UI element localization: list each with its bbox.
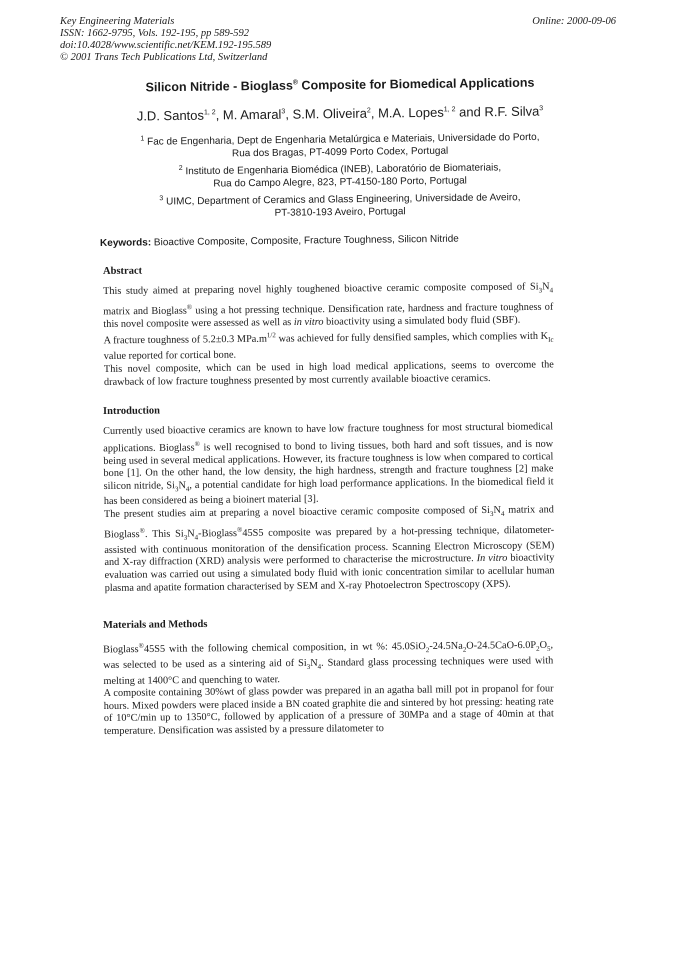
copyright-line: © 2001 Trans Tech Publications Ltd, Switzerland — [60, 52, 268, 63]
doi-line: doi:10.4028/www.scientific.net/KEM.192-195.589 — [60, 40, 272, 51]
keywords-line — [100, 234, 459, 249]
affiliation-2: $^2$ Instituto de Engenharia Biomédica (INEB), Laboratório de Biomateriais, Rua do Campo Alegre, 823, PT-4150-180 Porto, Portugal — [178, 162, 502, 190]
journal-header — [60, 16, 271, 64]
introduction-body — [103, 421, 555, 595]
author-list: J.D. Santos$^{1, 2}$, M. Amaral$^3$, S.M. Oliveira$^2$, M.A. Lopes$^{1, 2}$ and R.F. Silva$^3$ — [136, 103, 544, 124]
abstract-heading: Abstract — [102, 265, 143, 277]
introduction-paragraph: The present studies aim at preparing a novel bioactive ceramic composite composed of $Si_3N_4$ matrix and Bioglass®. This $Si_3N_4-Bioglass®45S5$ composite was prepared by a hot-pressing technique, dilatometer-assisted with continuous monitoration of the densification process. Scanning Electron Microscopy (SEM) and X-ray diffraction (XRD) analysis were performed to characterise the microstructure. In vitro bioactivity evaluation was carried out using a simulated body fluid with ionic concentration similar to acellular human plasma and apatite formation characterised by SEM and X-ray Photoelectron Spectroscopy (XPS). — [103, 504, 555, 594]
keywords-text: Bioactive Composite, Composite, Fracture Toughness, Silicon Nitride — [153, 233, 459, 249]
keywords-label: Keywords: — [99, 237, 152, 249]
methods-paragraph: Bioglass®45S5 with the following chemical composition, in wt %: $45.0SiO_2-24.5Na_2O-24.5CaO-6.0P_2O_5$, was selected to be used as a sintering aid of $Si_3N_4$. Standard glass processing techniques were used with melting at 1400°C and quenching to water. — [103, 639, 554, 687]
journal-name: Key Engineering Materials — [60, 16, 175, 27]
abstract-paragraph: This novel composite, which can be used in high load medical applications, seems to overcome the drawback of low fracture toughness presented by most currently available bioactive ceramics. — [103, 359, 554, 388]
abstract-paragraph: A fracture toughness of 5.2±0.3 $MPa.m^{1/2}$ was achieved for fully densified samples, which complies with $K_{Ic}$ value reported for cortical bone. — [103, 331, 554, 363]
methods-heading: Materials and Methods — [102, 618, 208, 631]
introduction-paragraph: Currently used bioactive ceramics are known to have low fracture toughness for most structural biomedical applications. Bioglass® is well recognised to bond to living tissues, both hard and soft tissues, and is now being used in several medical applications. However, its fracture toughness is low when compared to cortical bone [1]. On the other hand, the low density, the high hardness, strength and fracture toughness [2] make silicon nitride, $Si_3N_4$, a potential candidate for high load performance applications. In the biomedical field it has been considered as being a bioinert material [3]. — [103, 421, 554, 508]
online-date: Online: 2000-09-06 — [532, 16, 616, 27]
paper-title: Silicon Nitride - Bioglass® Composite for Biomedical Applications — [145, 75, 535, 95]
methods-body — [103, 635, 554, 738]
introduction-heading: Introduction — [102, 405, 161, 417]
affiliation-3: $^3$ UIMC, Department of Ceramics and Glass Engineering, Universidade de Aveiro, PT-3810-193 Aveiro, Portugal — [159, 192, 521, 220]
affiliation-1: $^1$ Fac de Engenharia, Dept de Engenharia Metalúrgica e Materiais, Universidade do Porto, Rua dos Bragas, PT-4099 Porto Codex, Portugal — [140, 131, 540, 160]
abstract-paragraph: This study aimed at preparing novel highly toughened bioactive ceramic composite composed of $Si_3N_4$ matrix and Bioglass® using a hot pressing technique. Densification rate, hardness and fracture toughness of this novel composite were assessed as well as in vitro bioactivity using a simulated body fluid (SBF). — [103, 281, 554, 330]
issn-line: ISSN: 1662-9795, Vols. 192-195, pp 589-592 — [60, 28, 249, 39]
methods-paragraph: A composite containing 30%wt of glass powder was prepared in an agatha ball mill pot in propanol for four hours. Mixed powders were placed inside a BN coated graphite die and sintered by hot pressing: heating rate of 10°C/min up to 1350°C, followed by application of a pressure of 30MPa and a stage of 40min at that temperature. Densification was assisted by a pressure dilatometer to — [103, 683, 554, 738]
abstract-body — [103, 281, 554, 389]
